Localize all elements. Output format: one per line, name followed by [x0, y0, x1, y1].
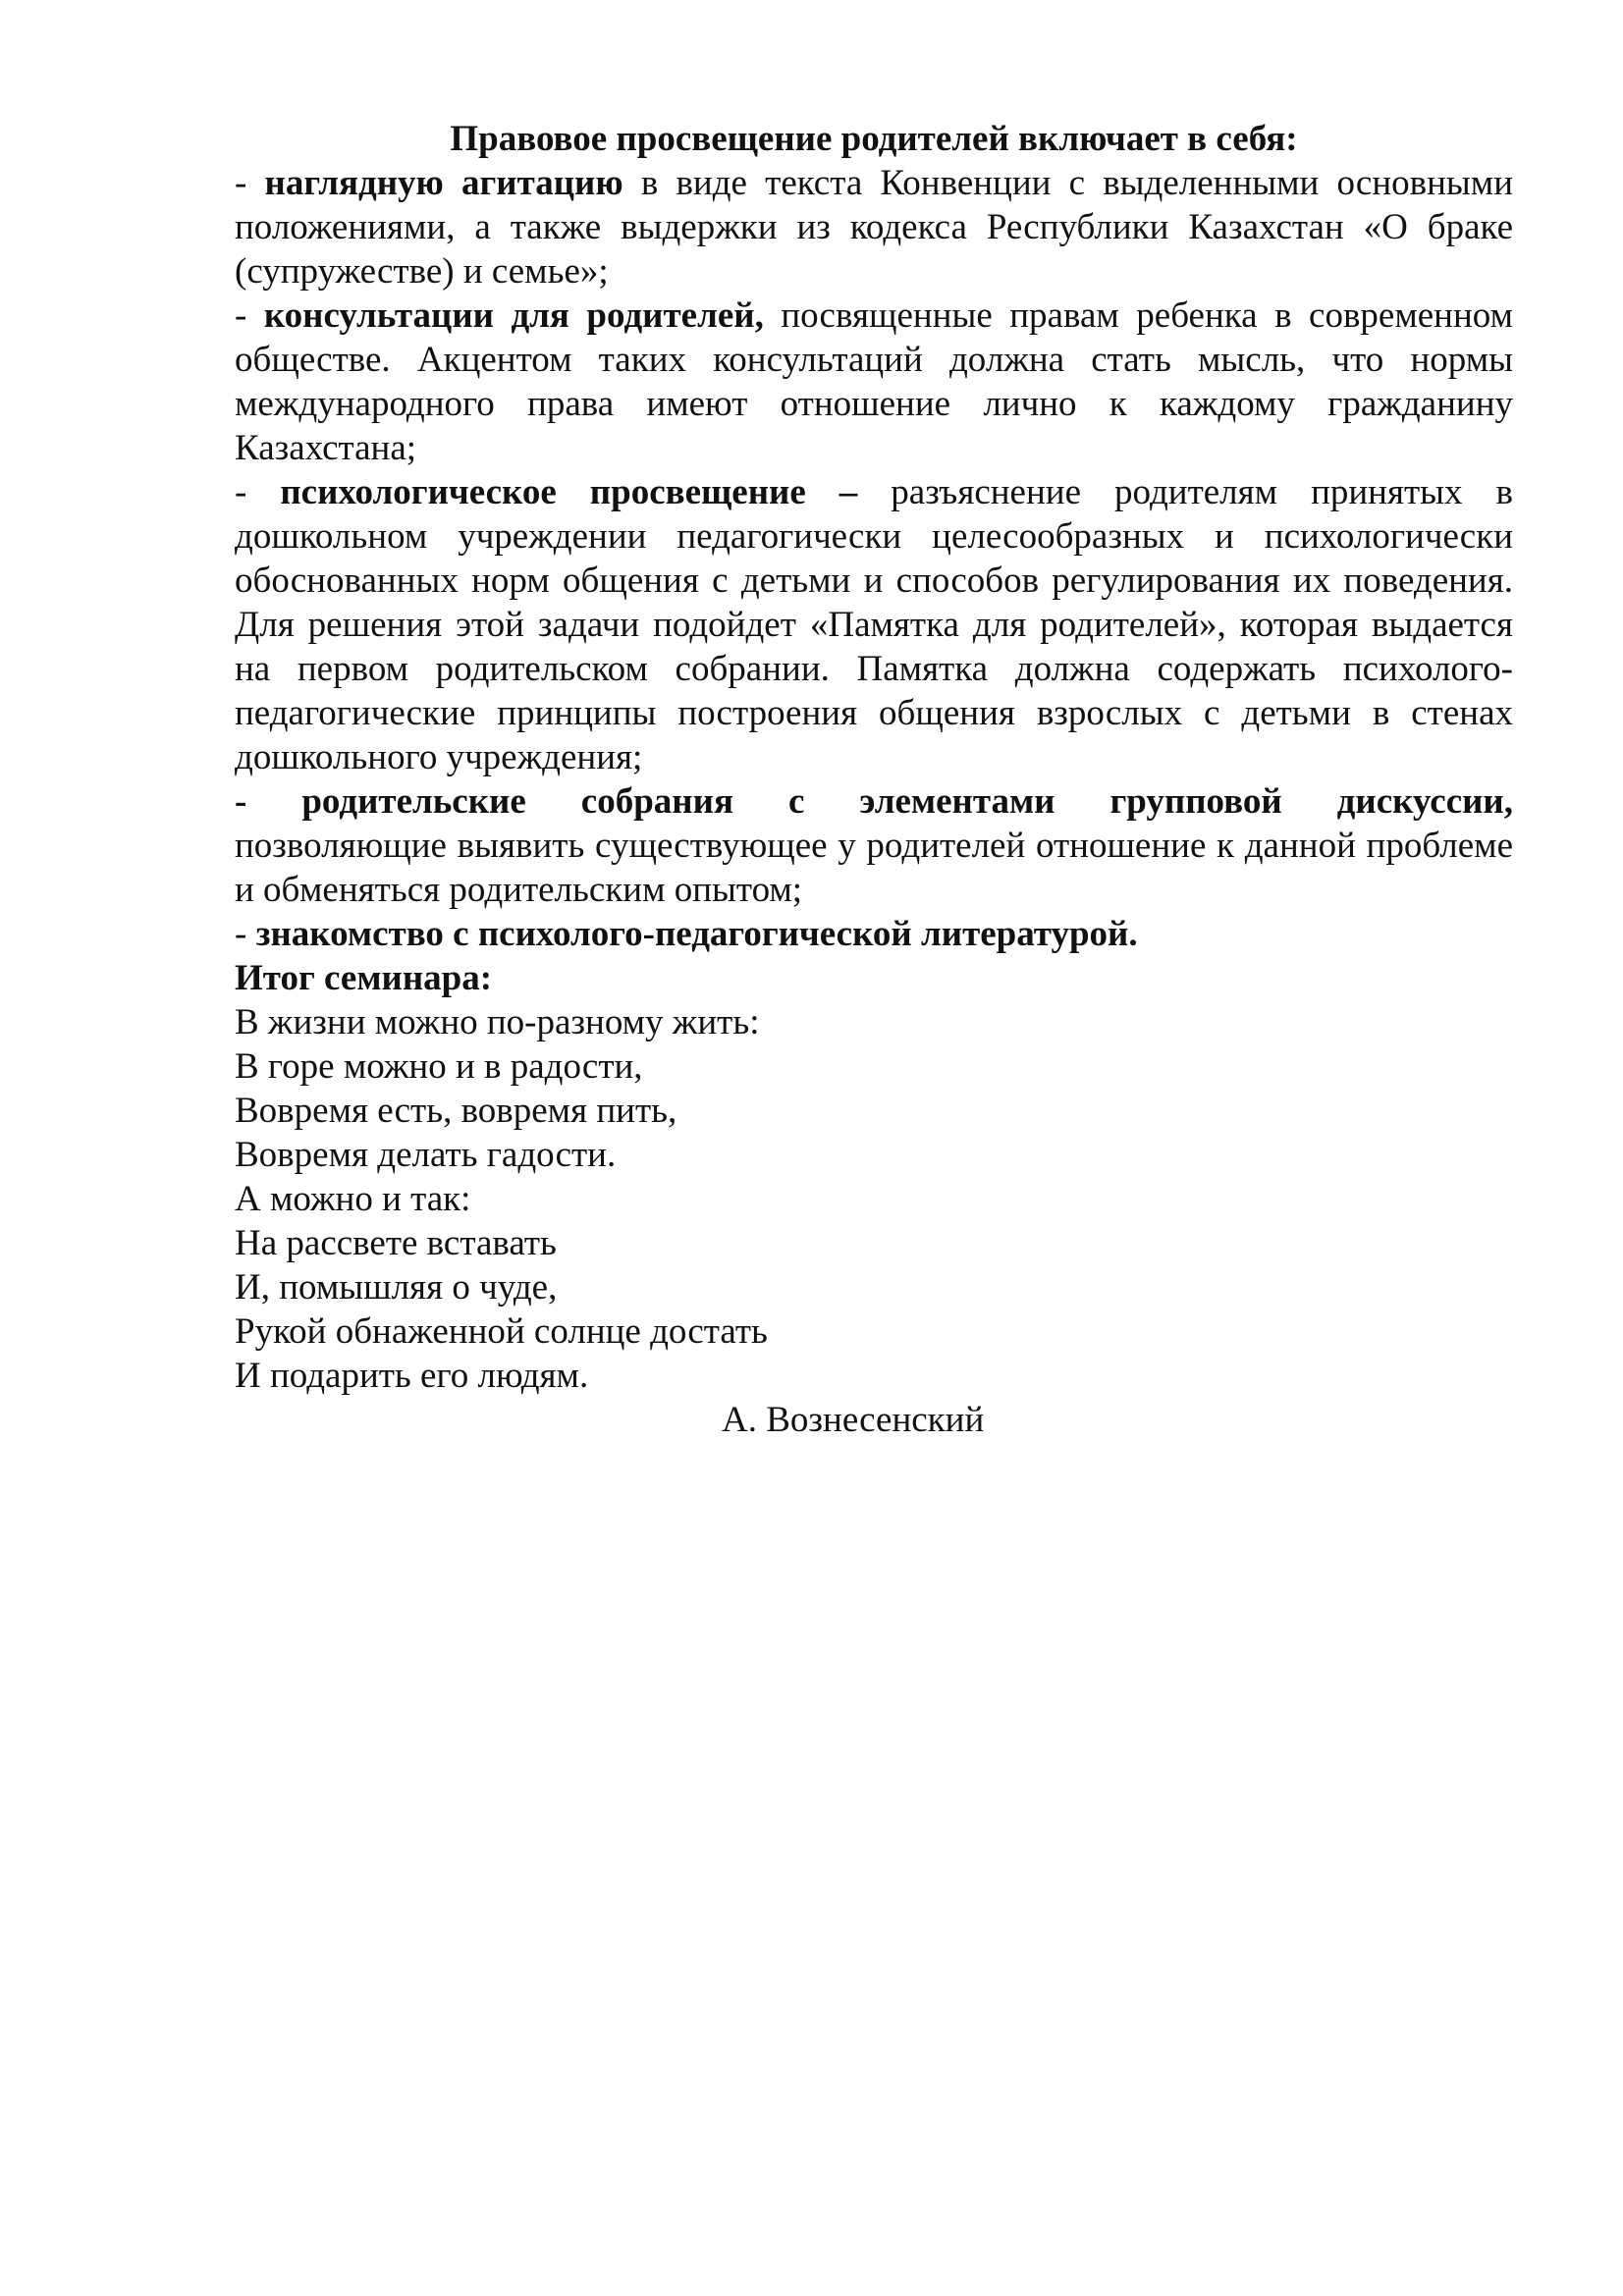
- list-item-literature: [235, 912, 1513, 956]
- list-item-psychological-education: [235, 470, 1513, 779]
- poem-line: И подарить его людям.: [235, 1356, 589, 1396]
- item-text: разъяснение родителям принятых в дошкольном учреждении педагогически целесообразных и психологически обоснованных норм общения с детьми и способов регулирования их поведения. Для решения этой задачи подойдет «Памятка для родителей», которая выдается на первом родительском собрании. Памятка должна содержать психолого-педагогические принципы построения общения взрослых с детьми в стенах дошкольного учреждения;: [235, 472, 1513, 777]
- summary-heading: Итог семинара:: [235, 958, 493, 998]
- poem-line: Рукой обнаженной солнце достать: [235, 1311, 768, 1352]
- poem-line: Вовремя есть, вовремя пить,: [235, 1091, 677, 1131]
- item-bold-term: знакомство с психолого-педагогической литературой.: [255, 914, 1138, 954]
- document-page: [235, 117, 1513, 1442]
- poem-line: В горе можно и в радости,: [235, 1046, 643, 1087]
- poem-author: А. Вознесенский: [722, 1400, 985, 1440]
- item-dash: -: [235, 163, 265, 203]
- item-dash: -: [235, 295, 264, 336]
- item-dash: -: [235, 914, 256, 954]
- list-item-visual-agitation: [235, 161, 1513, 294]
- list-item-parent-meetings: [235, 779, 1513, 912]
- poem-line: А можно и так:: [235, 1179, 471, 1219]
- item-bold-line: [235, 779, 1513, 824]
- poem-line: В жизни можно по-разному жить:: [235, 1002, 760, 1042]
- item-dash: -: [235, 781, 302, 822]
- poem: [235, 1000, 1513, 1398]
- poem-line: На рассвете вставать: [235, 1223, 557, 1263]
- item-bold-term: наглядную агитацию: [264, 163, 623, 203]
- document-title: Правовое просвещение родителей включает в себя:: [450, 119, 1298, 159]
- item-bold-term: консультации для родителей,: [263, 295, 764, 336]
- list-item-consultations: [235, 294, 1513, 470]
- poem-line: Вовремя делать гадости.: [235, 1135, 617, 1175]
- item-dash: -: [235, 472, 281, 512]
- item-text: позволяющие выявить существующее у родителей отношение к данной проблеме и обменяться родительским опытом;: [235, 826, 1513, 910]
- poem-line: И, помышляя о чуде,: [235, 1267, 558, 1308]
- item-bold-term: родительские собрания с элементами групповой дискуссии,: [301, 781, 1513, 822]
- item-bold-term: психологическое просвещение –: [280, 472, 858, 512]
- item-text: посвященные правам ребенка в современном обществе. Акцентом таких консультаций должна стать мысль, что нормы международного права имеют отношение лично к каждому гражданину Казахстана;: [235, 295, 1513, 468]
- item-text: в виде текста Конвенции с выделенными основными положениями, а также выдержки из кодекса Республики Казахстан «О браке (супружестве) и семье»;: [235, 163, 1514, 292]
